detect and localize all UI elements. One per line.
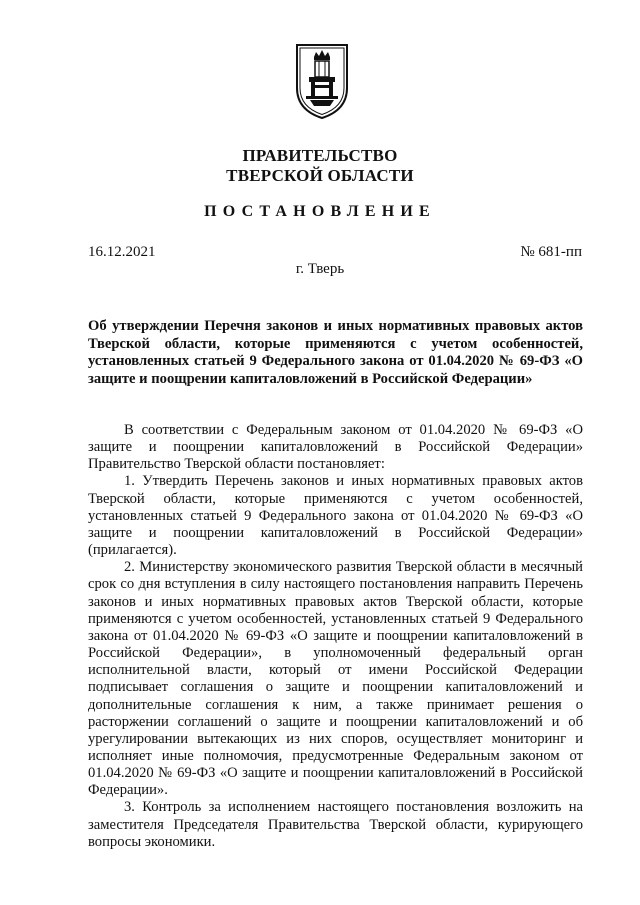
document-city: г. Тверь [295, 261, 345, 277]
body-paragraph-2: 2. Министерству экономического развития Тверской области в месячный срок со дня вступления в силу настоящего постановления направить Перечень законов и иных нормативных правовых актов Тверской области, которые применяются с учетом особенностей, установленных статьей 9 Федерального закона от 01.04.2020 № 69-ФЗ «О защите и поощрении капиталовложений в Российской Федерации», в уполномоченный федеральный орган исполнительной власти, который от имени Российской Федерации подписывает соглашения о защите и поощрении капиталовложений и дополнительные соглашения к ним, а также принимает решения о расторжении соглашений о защите и поощрении капиталовложений и об урегулировании вытекающих из них споров, осуществляет мониторинг и исполняет иные полномочия, предусмотренные Федеральным законом от 01.04.2020 № 69-ФЗ «О защите и поощрении капиталовложений в Российской Федерации». [88, 559, 583, 799]
body-paragraph-1: 1. Утвердить Перечень законов и иных нормативных правовых актов Тверской области, которые применяются с учетом особенностей, установленных статьей 9 Федерального закона от 01.04.2020 № 69-ФЗ «О защите и поощрении капиталовложений в Российской Федерации» (прилагается). [88, 473, 583, 559]
document-type-title: ПОСТАНОВЛЕНИЕ [204, 203, 436, 220]
government-title: ПРАВИТЕЛЬСТВО [242, 146, 398, 165]
document-body [88, 422, 583, 851]
body-paragraph-3: 3. Контроль за исполнением настоящего постановления возложить на заместителя Председателя Правительства Тверской области, курирующего вопросы экономики. [88, 799, 583, 850]
region-title: ТВЕРСКОЙ ОБЛАСТИ [226, 166, 414, 185]
document-number: № 681-пп [520, 244, 582, 260]
body-paragraph-preamble: В соответствии с Федеральным законом от 01.04.2020 № 69-ФЗ «О защите и поощрении капиталовложений в Российской Федерации» Правительство Тверской области постановляет: [88, 422, 583, 473]
document-subject: Об утверждении Перечня законов и иных нормативных правовых актов Тверской области, которые применяются с учетом особенностей, установленных статьей 9 Федерального закона от 01.04.2020 № 69-ФЗ «О защите и поощрении капиталовложений в Российской Федерации» [88, 318, 583, 387]
coat-of-arms-icon [294, 42, 350, 120]
document-date: 16.12.2021 [88, 244, 156, 260]
